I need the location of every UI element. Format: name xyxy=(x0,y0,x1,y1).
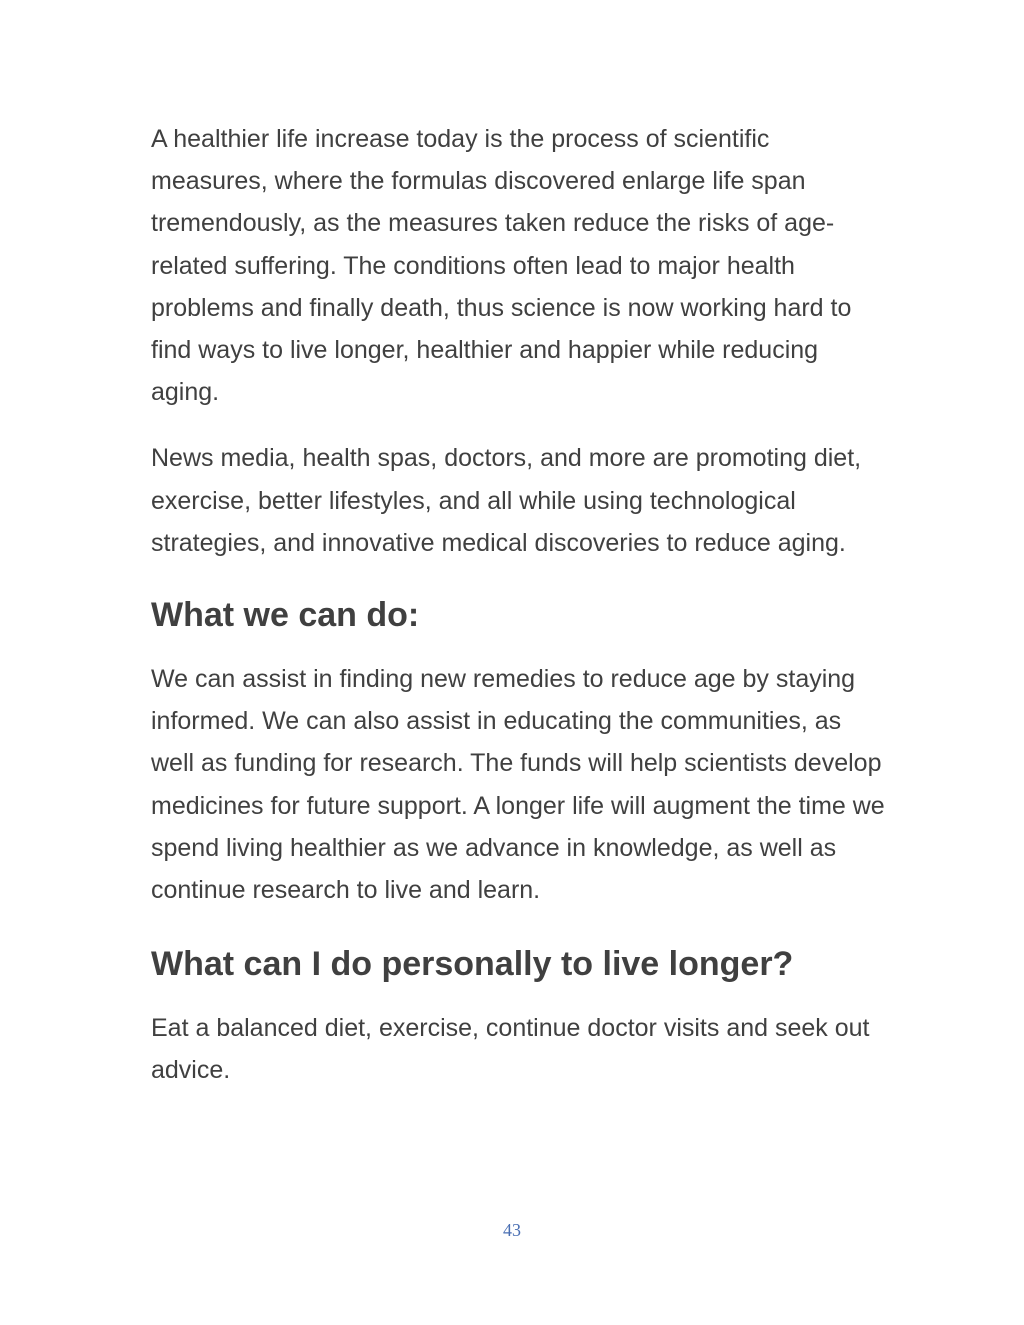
paragraph-intro: A healthier life increase today is the process of scientific measures, where the formulas discovered enlarge life span tremendously, as the measures taken reduce the risks of age-related suffering. The conditions often lead to major health problems and finally death, thus science is now working hard to find ways to live longer, healthier and happier while reducing aging. xyxy=(151,125,852,407)
paragraph-news-media: News media, health spas, doctors, and more are promoting diet, exercise, better lifestyles, and all while using technological strategies, and innovative medical discoveries to reduce aging. xyxy=(151,444,862,557)
page-body xyxy=(151,118,891,1116)
paragraph-personal-advice: Eat a balanced diet, exercise, continue doctor visits and seek out advice. xyxy=(151,1014,870,1085)
heading-what-we-can-do: What we can do: xyxy=(151,596,420,635)
heading-personally-live-longer: What can I do personally to live longer? xyxy=(151,945,794,984)
page-number: 43 xyxy=(503,1220,521,1240)
paragraph-what-we-can-do: We can assist in finding new remedies to reduce age by staying informed. We can also assist in educating the communities, as well as funding for research. The funds will help scientists develop medicines for future support. A longer life will augment the time we spend living healthier as we advance in knowledge, as well as continue research to live and learn. xyxy=(151,665,885,905)
